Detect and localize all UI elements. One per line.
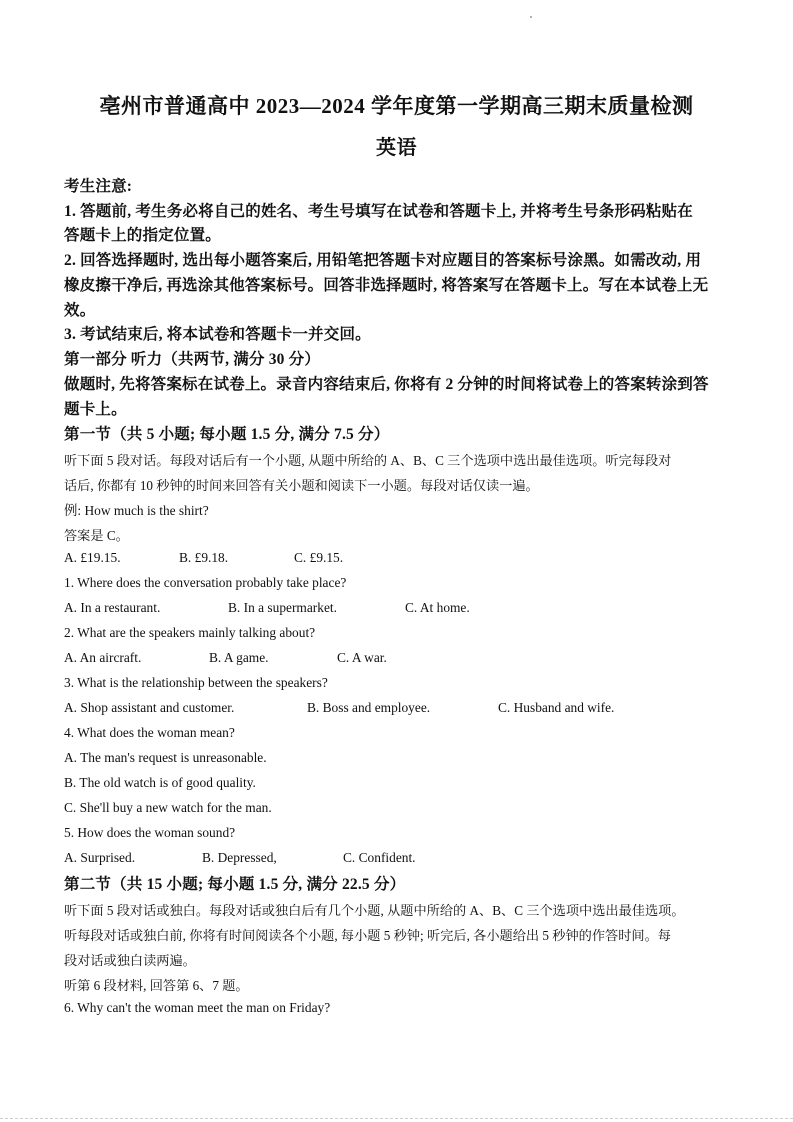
section2-instr-line-3: 段对话或独白读两遍。: [64, 953, 196, 968]
part1-heading: 第一部分 听力（共两节, 满分 30 分）: [64, 351, 321, 368]
question-5-option-c: C. Confident.: [343, 850, 416, 865]
question-4: 4. What does the woman mean?: [64, 725, 235, 740]
question-4-option-c: C. She'll buy a new watch for the man.: [64, 800, 272, 815]
part1-intro-line-1: 做题时, 先将答案标在试卷上。录音内容结束后, 你将有 2 分钟的时间将试卷上的答案转涂到答: [64, 376, 709, 393]
notice-item-1-line-2: 答题卡上的指定位置。: [64, 227, 222, 244]
question-1-option-c: C. At home.: [405, 600, 470, 615]
notice-item-1-line-1: 1. 答题前, 考生务必将自己的姓名、考生号填写在试卷和答题卡上, 并将考生号条形码粘贴在: [64, 203, 694, 220]
section2-instr-line-2: 听每段对话或独白前, 你将有时间阅读各个小题, 每小题 5 秒钟; 听完后, 各小题给出 5 秒钟的作答时间。每: [64, 928, 671, 943]
question-1: 1. Where does the conversation probably take place?: [64, 575, 347, 590]
question-5-option-b: B. Depressed,: [202, 850, 277, 865]
notice-heading: 考生注意:: [64, 178, 133, 195]
example-answer: 答案是 C。: [64, 528, 129, 543]
question-3: 3. What is the relationship between the speakers?: [64, 675, 328, 690]
subject-title: 英语: [376, 137, 417, 159]
section1-heading: 第一节（共 5 小题; 每小题 1.5 分, 满分 7.5 分）: [64, 426, 390, 443]
section1-instr-line-2: 话后, 你都有 10 秒钟的时间来回答有关小题和阅读下一小题。每段对话仅读一遍。: [64, 478, 539, 493]
question-3-option-b: B. Boss and employee.: [307, 700, 431, 715]
notice-item-2-line-2: 橡皮擦干净后, 再选涂其他答案标号。回答非选择题时, 将答案写在答题卡上。写在本试卷上无: [64, 277, 709, 294]
question-1-option-b: B. In a supermarket.: [228, 600, 337, 615]
example-option-a: A. £19.15.: [64, 550, 121, 565]
question-5-option-a: A. Surprised.: [64, 850, 136, 865]
question-4-option-b: B. The old watch is of good quality.: [64, 775, 256, 790]
corner-dot: [530, 16, 532, 18]
section2-instr-line-1: 听下面 5 段对话或独白。每段对话或独白后有几个小题, 从题中所给的 A、B、C 三个选项中选出最佳选项。: [64, 903, 685, 918]
question-2-option-b: B. A game.: [209, 650, 269, 665]
question-4-option-a: A. The man's request is unreasonable.: [64, 750, 267, 765]
question-6: 6. Why can't the woman meet the man on Friday?: [64, 1000, 331, 1015]
question-2-option-a: A. An aircraft.: [64, 650, 142, 665]
exam-title: 亳州市普通高中 2023—2024 学年度第一学期高三期末质量检测: [99, 94, 694, 118]
example-question: 例: How much is the shirt?: [64, 503, 209, 518]
question-2-option-c: C. A war.: [337, 650, 387, 665]
question-2: 2. What are the speakers mainly talking about?: [64, 625, 316, 640]
question-3-option-a: A. Shop assistant and customer.: [64, 700, 235, 715]
question-1-option-a: A. In a restaurant.: [64, 600, 161, 615]
page-bottom-rule: [0, 1118, 793, 1119]
material-6-note: 听第 6 段材料, 回答第 6、7 题。: [64, 978, 249, 993]
example-option-b: B. £9.18.: [179, 550, 229, 565]
notice-item-3: 3. 考试结束后, 将本试卷和答题卡一并交回。: [64, 326, 371, 343]
part1-intro-line-2: 题卡上。: [64, 401, 127, 418]
section2-heading: 第二节（共 15 小题; 每小题 1.5 分, 满分 22.5 分）: [64, 876, 406, 893]
question-3-option-c: C. Husband and wife.: [498, 700, 615, 715]
question-5: 5. How does the woman sound?: [64, 825, 236, 840]
section1-instr-line-1: 听下面 5 段对话。每段对话后有一个小题, 从题中所给的 A、B、C 三个选项中选出最佳选项。听完每段对: [64, 453, 672, 468]
notice-item-2-line-3: 效。: [64, 302, 96, 319]
example-option-c: C. £9.15.: [294, 550, 344, 565]
notice-item-2-line-1: 2. 回答选择题时, 选出每小题答案后, 用铅笔把答题卡对应题目的答案标号涂黑。如需改动, 用: [64, 252, 702, 269]
